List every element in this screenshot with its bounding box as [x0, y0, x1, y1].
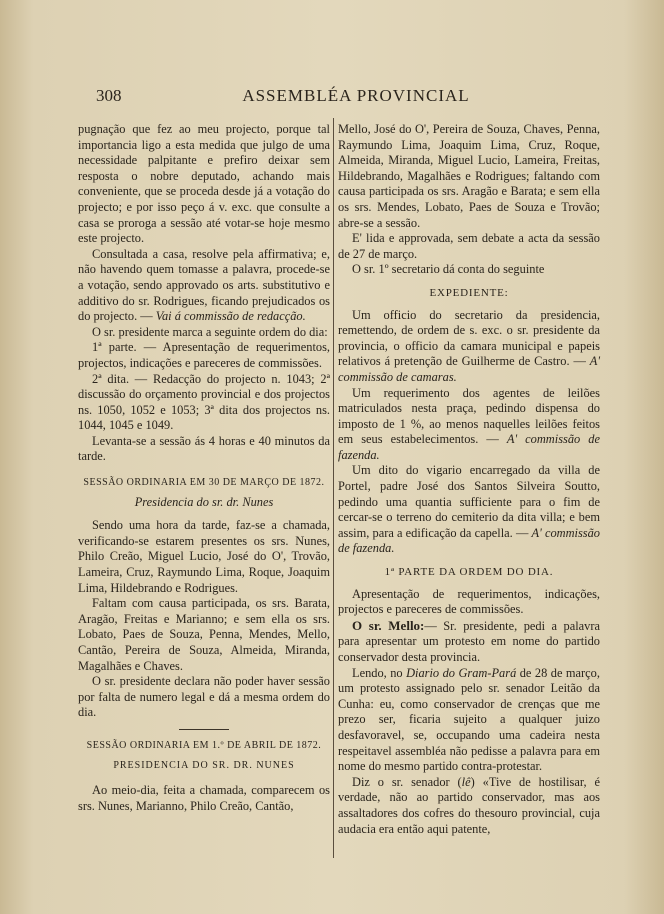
paragraph [338, 463, 600, 557]
paragraph-emphasis: Diario do Gram-Pará [406, 665, 517, 680]
paragraph: O sr. 1º secretario dá conta do seguinte [352, 262, 545, 277]
paragraph-text: Consultada a casa, resolve pela affirmativa; e, não havendo quem tomasse a palavra, procede-se a votação, sendo approvado os arts. substitutivo e additivo do sr. Rodrigues, ficando prejudicados os do projecto. — [78, 246, 330, 324]
paragraph: Ao meio-dia, feita a chamada, comparecem os srs. Nunes, Marianno, Philo Creão, Cantão, [78, 783, 330, 813]
paragraph: O sr. presidente marca a seguinte ordem do dia: [92, 324, 328, 339]
column-divider [333, 118, 334, 858]
speaker-name: O sr. Mello: [352, 617, 425, 633]
paragraph-emphasis: Vai á commissão de redacção. [155, 309, 306, 324]
paragraph: Apresentação de requerimentos, indicações, projectos e pareceres de commissões. [338, 586, 600, 617]
paragraph: Levanta-se a sessão ás 4 horas e 40 minutos da tarde. [78, 433, 330, 464]
expediente-heading: EXPEDIENTE: [429, 286, 509, 299]
paragraph [338, 386, 600, 464]
paragraph-emphasis: lê [461, 774, 471, 789]
paragraph-text: ) «Tive de hostilisar, é verdade, não ao partido conservador, mas aos assaltadores dos cofres do thesouro provincial, cuja audacia era então aqui patente, [338, 774, 600, 836]
section-heading: 1ª PARTE DA ORDEM DO DIA. [384, 566, 554, 579]
session-heading: SESSÃO ORDINARIA EM 30 DE MARÇO DE 1872. [83, 477, 325, 489]
paragraph-emphasis: A' commissão de camaras. [338, 354, 600, 384]
paragraph [78, 247, 330, 325]
section-rule [179, 729, 229, 730]
paragraph: 1ª parte. — Apresentação de requerimentos, projectos, indicações e pareceres de commissões. [78, 340, 330, 370]
page-number: 308 [96, 86, 122, 105]
paragraph [338, 666, 600, 775]
paragraph-text: Diz o sr. senador ( [352, 774, 462, 789]
paragraph [338, 775, 600, 837]
paragraph-text: Um requerimento dos agentes de leilões matriculados nesta praça, pedindo dispensa do imposto de 1 %, ao menos naquelles leilões feitos em seus estabelecimentos. — [338, 385, 600, 447]
paragraph [338, 618, 600, 666]
running-title: ASSEMBLÉA PROVINCIAL [242, 86, 470, 105]
paragraph-text: Lendo, no [352, 665, 403, 680]
paragraph-emphasis: A' commissão de fazenda. [338, 525, 601, 556]
paragraph: O sr. presidente declara não poder haver sessão por falta de numero legal e dá a mesma ordem do dia. [78, 674, 330, 720]
paragraph-text: de 28 de março, um protesto assignado pelo sr. senador Leitão da Cunha: eu, como conservador de crenças que me prezo ser, ficaria sujeito a qualquer juizo desfavoravel, se, occupando uma cadeira nesta respeitavel assembléa não pedisse a palavra para em nome do mesmo partido contra-protestar. [338, 665, 600, 774]
paragraph: Faltam com causa participada, os srs. Barata, Aragão, Freitas e Marianno; e sem ella os srs. Lobato, Paes de Souza, Penna, Mendes, Mello, Cantão, Pereira de Souza, Almeida, Miranda, Magalhães e Chaves. [78, 596, 330, 673]
left-column [78, 122, 330, 814]
paragraph-text: Um officio do secretario da presidencia, remettendo, de ordem de s. exc. o sr. presidente da provincia, o officio da camara municipal e papeis relativos á pretenção de Guilherme de Castro. — [338, 307, 600, 369]
paragraph-emphasis: A' commissão de fazenda. [338, 432, 600, 462]
right-column [338, 122, 600, 837]
paragraph: Sendo uma hora da tarde, faz-se a chamada, verificando-se estarem presentes os srs. Nunes, Philo Creão, Miguel Lucio, José do O', Trovão, Lameira, Cruz, Raymundo Lima, Roque, Joaquim Lima, Hildebrando e Rodrigues. [78, 518, 330, 595]
page-header [96, 86, 616, 112]
paragraph-text: Um dito do vigario encarregado da villa de Portel, padre José dos Santos Silveira Soutto, pedindo uma quantia sufficiente para o fim de cercar-se o terreno do cemiterio da dita villa; e bem assim, para a edificação da capella. — [338, 463, 600, 540]
session-heading: SESSÃO ORDINARIA EM 1.º DE ABRIL DE 1872. [86, 739, 322, 751]
paragraph [338, 308, 600, 386]
session-presidency: Presidencia do sr. dr. Nunes [134, 494, 274, 509]
paragraph-text: — Sr. presidente, pedi a palavra para apresentar um protesto em nome do partido conservador desta provincia. [338, 618, 600, 664]
paragraph: E' lida e approvada, sem debate a acta da sessão de 27 de março. [338, 231, 600, 261]
paragraph: 2ª dita. — Redacção do projecto n. 1043; 2ª discussão do orçamento provincial e dos projectos ns. 1050, 1052 e 1053; 3ª dita dos projectos ns. 1044, 1045 e 1049. [78, 371, 330, 433]
session-presidency: PRESIDENCIA DO SR. DR. NUNES [113, 759, 295, 771]
paragraph: pugnação que fez ao meu projecto, porque tal importancia ligo a esta medida que julgo de uma necessidade palpitante e prefiro deixar sem resposta o nobre deputado, achando mais conveniente, que se proceda desde já a votação do projecto; e por isso peço á v. exc. que consulte a casa se proroga a sessão até votar-se hoje mesmo este projecto. [78, 122, 330, 246]
paragraph: Mello, José do O', Pereira de Souza, Chaves, Penna, Raymundo Lima, Joaquim Lima, Cruz, Roque, Almeida, Miranda, Miguel Lucio, Lameira, Freitas, Hildebrando, Magalhães e Rodrigues; faltando com causa participada os srs. Aragão e Barata; e sem ella os srs. Mendes, Lobato, Paes de Souza e Trovão; abre-se a sessão. [338, 122, 600, 230]
